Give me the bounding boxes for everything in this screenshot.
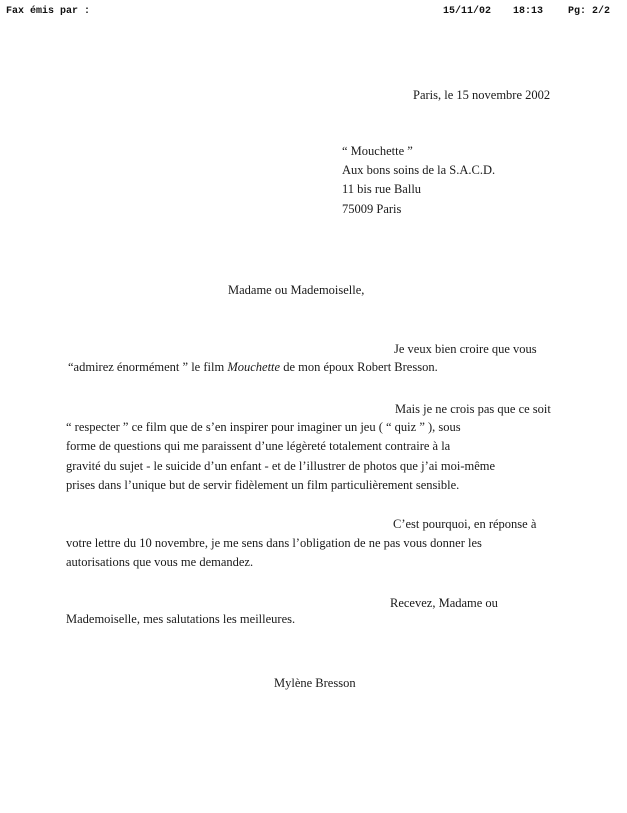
paragraph-1-text-after-title: de mon époux Robert Bresson. xyxy=(280,360,438,374)
fax-sender-label: Fax émis par : xyxy=(6,6,91,17)
fax-page-number: Pg: 2/2 xyxy=(568,6,611,17)
paragraph-1-text-before-title: “admirez énormément ” le film xyxy=(68,360,228,374)
fax-date: 15/11/02 xyxy=(443,6,492,17)
fax-time: 18:13 xyxy=(513,6,544,17)
signature-name: Mylène Bresson xyxy=(274,676,356,690)
address-line-recipient: “ Mouchette ” xyxy=(342,144,413,158)
paragraph-3-line-3: autorisations que vous me demandez. xyxy=(66,555,254,569)
film-title: Mouchette xyxy=(227,360,281,374)
paragraph-2-line-2: “ respecter ” ce film que de s’en inspirer pour imaginer un jeu ( “ quiz ” ), sous xyxy=(66,420,461,434)
paragraph-1-line-2 xyxy=(68,360,438,375)
paragraph-3-line-1: C’est pourquoi, en réponse à xyxy=(393,517,537,531)
paragraph-2-line-5: prises dans l’unique but de servir fidèlement un film particulièrement sensible. xyxy=(66,478,460,492)
letter-place-date: Paris, le 15 novembre 2002 xyxy=(413,88,551,102)
address-line-care-of: Aux bons soins de la S.A.C.D. xyxy=(342,163,496,177)
paragraph-2-line-4: gravité du sujet - le suicide d’un enfant - et de l’illustrer de photos que j’ai moi-même xyxy=(66,459,496,473)
paragraph-3-line-2: votre lettre du 10 novembre, je me sens dans l’obligation de ne pas vous donner les xyxy=(66,536,482,550)
fax-header xyxy=(0,6,627,20)
closing-line-2: Mademoiselle, mes salutations les meilleures. xyxy=(66,612,296,626)
letter-salutation: Madame ou Mademoiselle, xyxy=(228,283,365,297)
address-line-street: 11 bis rue Ballu xyxy=(342,182,422,196)
address-line-city: 75009 Paris xyxy=(342,202,402,216)
paragraph-1-line-1: Je veux bien croire que vous xyxy=(394,342,537,356)
paragraph-2-line-1: Mais je ne crois pas que ce soit xyxy=(395,402,551,416)
paragraph-2-line-3: forme de questions qui me paraissent d’une légèreté totalement contraire à la xyxy=(66,439,451,453)
closing-line-1: Recevez, Madame ou xyxy=(390,596,498,610)
